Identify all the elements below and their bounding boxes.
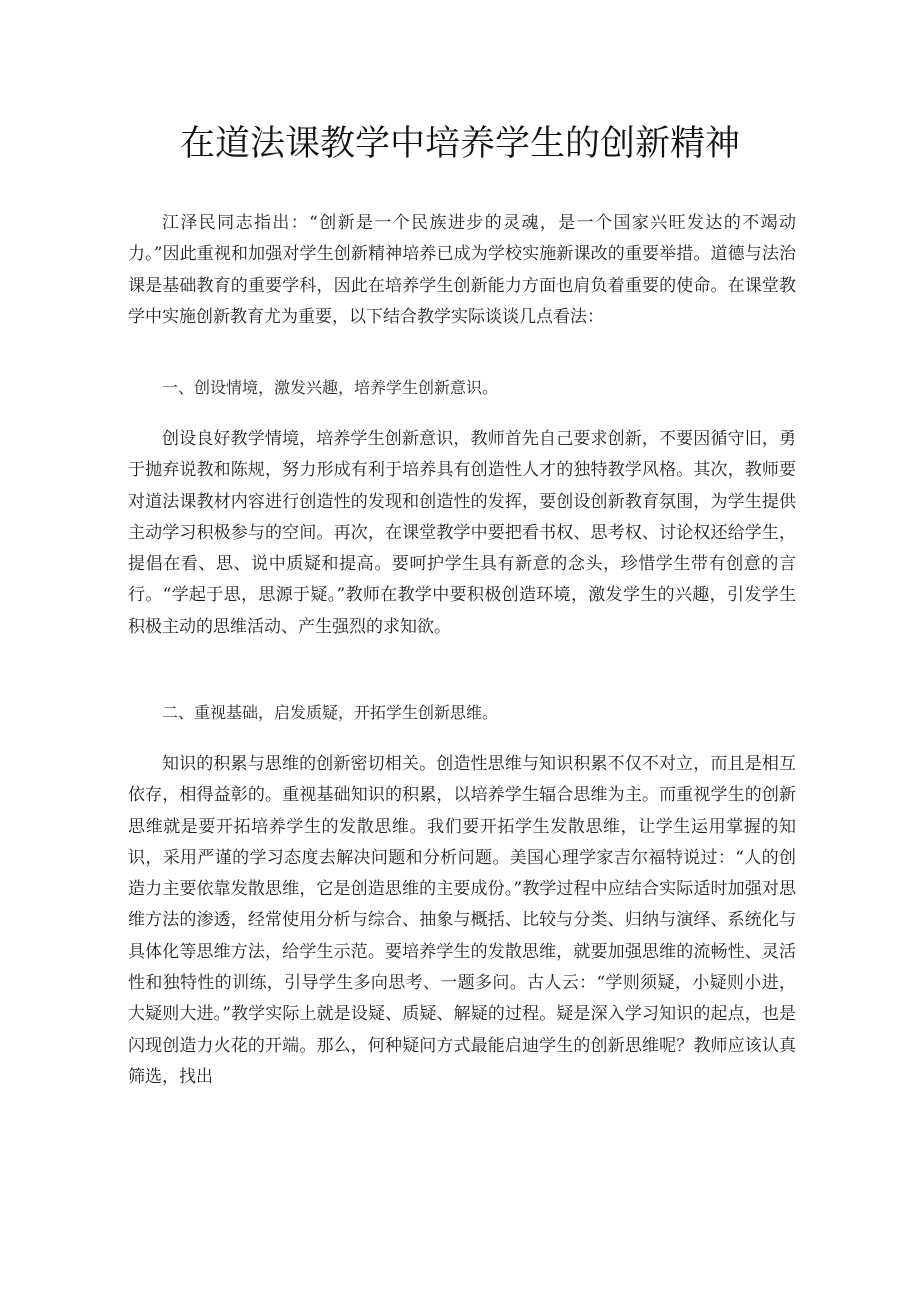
section-heading-1: 一、创设情境，激发兴趣，培养学生创新意识。 (162, 378, 499, 397)
intro-paragraph: 江泽民同志指出：“创新是一个民族进步的灵魂，是一个国家兴旺发达的不竭动力。”因此重视和加强对学生创新精神培养已成为学校实施新课改的重要举措。道德与法治课是基础教育的重要学科，因此在培养学生创新能力方面也肩负着重要的使命。在课堂教学中实施创新教育尤为重要，以下结合教学实际谈谈几点看法： (128, 213, 796, 327)
section-1-paragraph: 创设良好教学情境，培养学生创新意识，教师首先自己要求创新，不要因循守旧，勇于抛弃说教和陈规，努力形成有利于培养具有创造性人才的独特教学风格。其次，教师要对道法课教材内容进行创造性的发现和创造性的发挥，要创设创新教育氛围，为学生提供主动学习积极参与的空间。再次，在课堂教学中要把看书权、思考权、讨论权还给学生，提倡在看、思、说中质疑和提高。要呵护学生具有新意的念头，珍惜学生带有创意的言行。“学起于思，思源于疑。”教师在教学中要积极创造环境，激发学生的兴趣，引发学生积极主动的思维活动、产生强烈的求知欲。 (128, 429, 796, 637)
section-2-paragraph: 知识的积累与思维的创新密切相关。创造性思维与知识积累不仅不对立，而且是相互依存，相得益彰的。重视基础知识的积累，以培养学生辐合思维为主。而重视学生的创新思维就是要开拓培养学生的发散思维。我们要开拓学生发散思维，让学生运用掌握的知识，采用严谨的学习态度去解决问题和分析问题。美国心理学家吉尔福特说过：“人的创造力主要依靠发散思维，它是创造思维的主要成份。”教学过程中应结合实际适时加强对思维方法的渗透，经常使用分析与综合、抽象与概括、比较与分类、归纳与演绎、系统化与具体化等思维方法，给学生示范。要培养学生的发散思维，就要加强思维的流畅性、灵活性和独特性的训练，引导学生多向思考、一题多问。古人云：“学则须疑，小疑则小进，大疑则大进。”教学实际上就是设疑、质疑、解疑的过程。疑是深入学习知识的起点，也是闪现创造力火花的开端。那么，何种疑问方式最能启迪学生的创新思维呢？教师应该认真筛选，找出 (128, 754, 796, 1087)
document-title: 在道法课教学中培养学生的创新精神 (179, 124, 740, 164)
section-heading-2: 二、重视基础，启发质疑，开拓学生创新思维。 (162, 703, 499, 722)
